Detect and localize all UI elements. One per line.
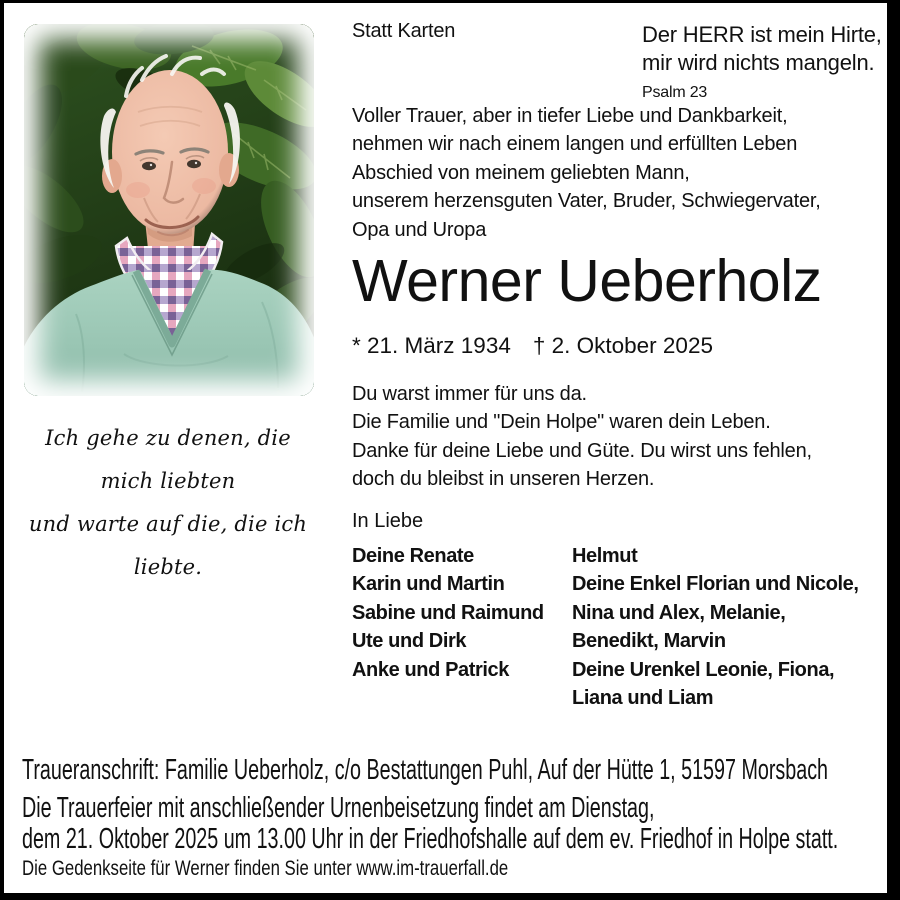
tribute-line: Die Familie und "Dein Holpe" waren dein Leben.: [352, 411, 771, 434]
mourner-line: Deine Enkel Florian und Nicole,: [572, 573, 859, 596]
tribute-line: Du warst immer für uns da.: [352, 383, 587, 405]
statt-karten-note: Statt Karten: [352, 20, 456, 42]
intro-paragraph: [352, 102, 821, 244]
mourner-line: Benedikt, Marvin: [572, 630, 726, 653]
intro-line: Abschied von meinem geliebten Mann,: [352, 161, 690, 184]
intro-line: nehmen wir nach einem langen und erfüllten Leben: [352, 133, 798, 156]
funeral-info: [22, 793, 838, 855]
intro-line: Opa und Uropa: [352, 218, 487, 241]
verse-line-2: mir wird nichts mangeln.: [642, 49, 875, 75]
mourner-line: Ute und Dirk: [352, 630, 467, 653]
closing-line: In Liebe: [352, 510, 424, 532]
bible-verse: [642, 21, 882, 107]
photo-quote-line-2: und warte auf die, die ich liebte.: [28, 512, 308, 579]
portrait-illustration: [24, 24, 314, 396]
photo-quote-line-1: Ich gehe zu denen, die mich liebten: [45, 426, 291, 493]
mourner-line: Deine Renate: [352, 545, 474, 567]
life-dates: [352, 331, 713, 361]
intro-line: unserem herzensguten Vater, Bruder, Schwiegervater,: [352, 190, 821, 213]
mourner-line: Karin und Martin: [352, 573, 505, 596]
mourners-right-column: [572, 542, 859, 712]
memorial-page-note: Die Gedenkseite für Werner finden Sie unter www.im-trauerfall.de: [22, 856, 509, 880]
mourner-line: Deine Urenkel Leonie, Fiona,: [572, 658, 835, 681]
tribute-line: doch du bleibst in unseren Herzen.: [352, 468, 655, 491]
mourner-line: Sabine und Raimund: [352, 601, 544, 624]
intro-line: Voller Trauer, aber in tiefer Liebe und Dankbarkeit,: [352, 105, 788, 127]
funeral-info-line-2: dem 21. Oktober 2025 um 13.00 Uhr in der Friedhofshalle auf dem ev. Friedhof in Holpe statt.: [22, 823, 839, 855]
mourner-line: Liana und Liam: [572, 687, 714, 710]
photo-quote: [20, 417, 316, 589]
verse-source: Psalm 23: [642, 84, 708, 101]
mourner-line: Anke und Patrick: [352, 658, 509, 681]
mourners-left-column: [352, 542, 544, 684]
birth-date: * 21. März 1934: [352, 333, 511, 358]
tribute-line: Danke für deine Liebe und Güte. Du wirst uns fehlen,: [352, 439, 812, 462]
mourner-line: Helmut: [572, 545, 638, 567]
funeral-info-line-1: Die Trauerfeier mit anschließender Urnenbeisetzung findet am Dienstag,: [22, 792, 655, 824]
deceased-name: Werner Ueberholz: [352, 248, 822, 314]
mourner-line: Nina und Alex, Melanie,: [572, 601, 786, 624]
mourning-address: Traueranschrift: Familie Ueberholz, c/o Bestattungen Puhl, Auf der Hütte 1, 51597 Morsbach: [22, 754, 829, 786]
portrait-photo: [24, 24, 314, 396]
death-date: † 2. Oktober 2025: [532, 333, 713, 358]
verse-line-1: Der HERR ist mein Hirte,: [642, 22, 882, 47]
tribute-paragraph: [352, 380, 812, 494]
